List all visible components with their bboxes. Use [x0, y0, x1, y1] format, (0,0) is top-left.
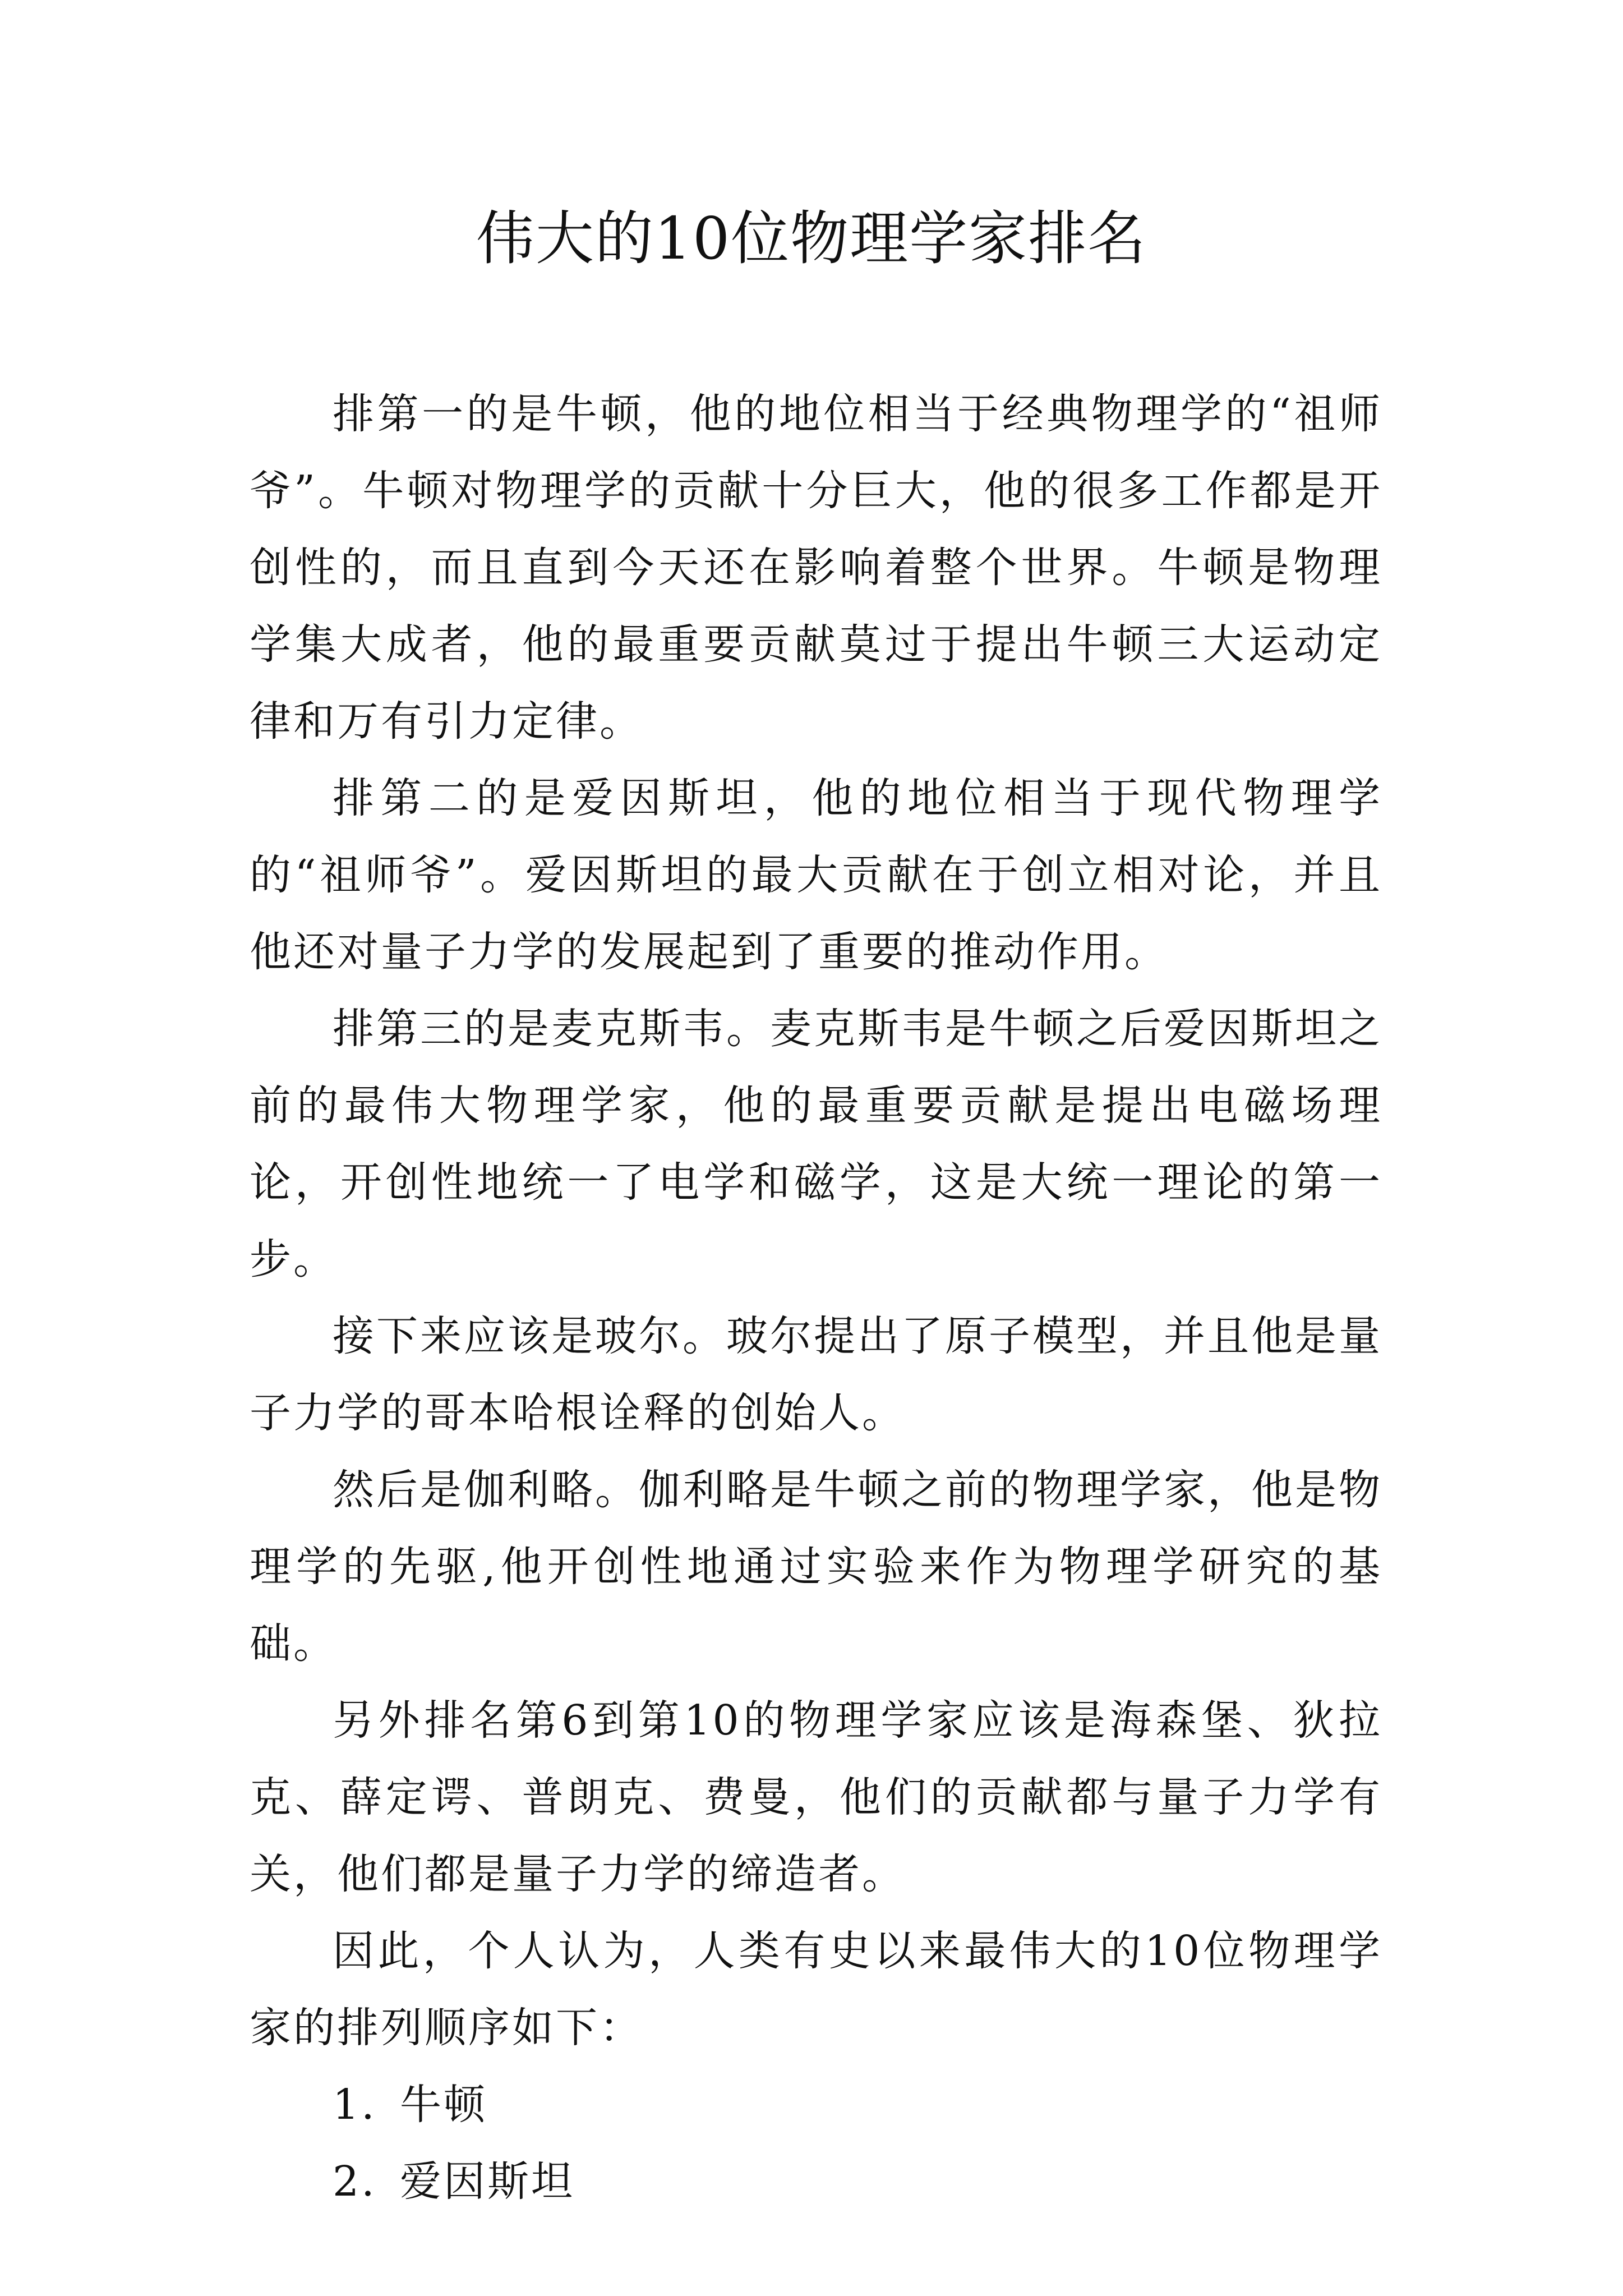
document-body: [250, 376, 1382, 2220]
paragraph-bohr: 接下来应该是玻尔。玻尔提出了原子模型，并且他是量子力学的哥本哈根诠释的创始人。: [250, 1312, 1382, 1437]
document-title: 伟大的10位物理学家排名: [476, 204, 1147, 273]
list-item-number: 2.: [333, 2157, 377, 2206]
paragraph-others: 另外排名第6到第10的物理学家应该是海森堡、狄拉克、薛定谔、普朗克、费曼，他们的贡献都与量子力学有关，他们都是量子力学的缔造者。: [250, 1696, 1382, 1898]
list-item: [250, 2067, 1382, 2143]
paragraph-galileo: 然后是伽利略。伽利略是牛顿之前的物理学家，他是物理学的先驱,他开创性地通过实验来作为物理学研究的基础。: [250, 1466, 1382, 1668]
list-item-number: 1.: [333, 2081, 377, 2129]
paragraph-einstein: 排第二的是爱因斯坦，他的地位相当于现代物理学的“祖师爷”。爱因斯坦的最大贡献在于创立相对论，并且他还对量子力学的发展起到了重要的推动作用。: [250, 774, 1382, 976]
ranking-list: [250, 2067, 1382, 2220]
list-item: [250, 2143, 1382, 2220]
list-item-text: 爱因斯坦: [400, 2157, 575, 2206]
paragraph-conclusion: 因此，个人认为，人类有史以来最伟大的10位物理学家的排列顺序如下：: [250, 1927, 1382, 2052]
paragraph-maxwell: 排第三的是麦克斯韦。麦克斯韦是牛顿之后爱因斯坦之前的最伟大物理学家，他的最重要贡献是提出电磁场理论，开创性地统一了电学和磁学，这是大统一理论的第一步。: [250, 1005, 1382, 1283]
paragraph-newton: 排第一的是牛顿，他的地位相当于经典物理学的“祖师爷”。牛顿对物理学的贡献十分巨大，他的很多工作都是开创性的，而且直到今天还在影响着整个世界。牛顿是物理学集大成者，他的最重要贡献莫过于提出牛顿三大运动定律和万有引力定律。: [250, 390, 1382, 746]
list-item-text: 牛顿: [400, 2081, 487, 2129]
